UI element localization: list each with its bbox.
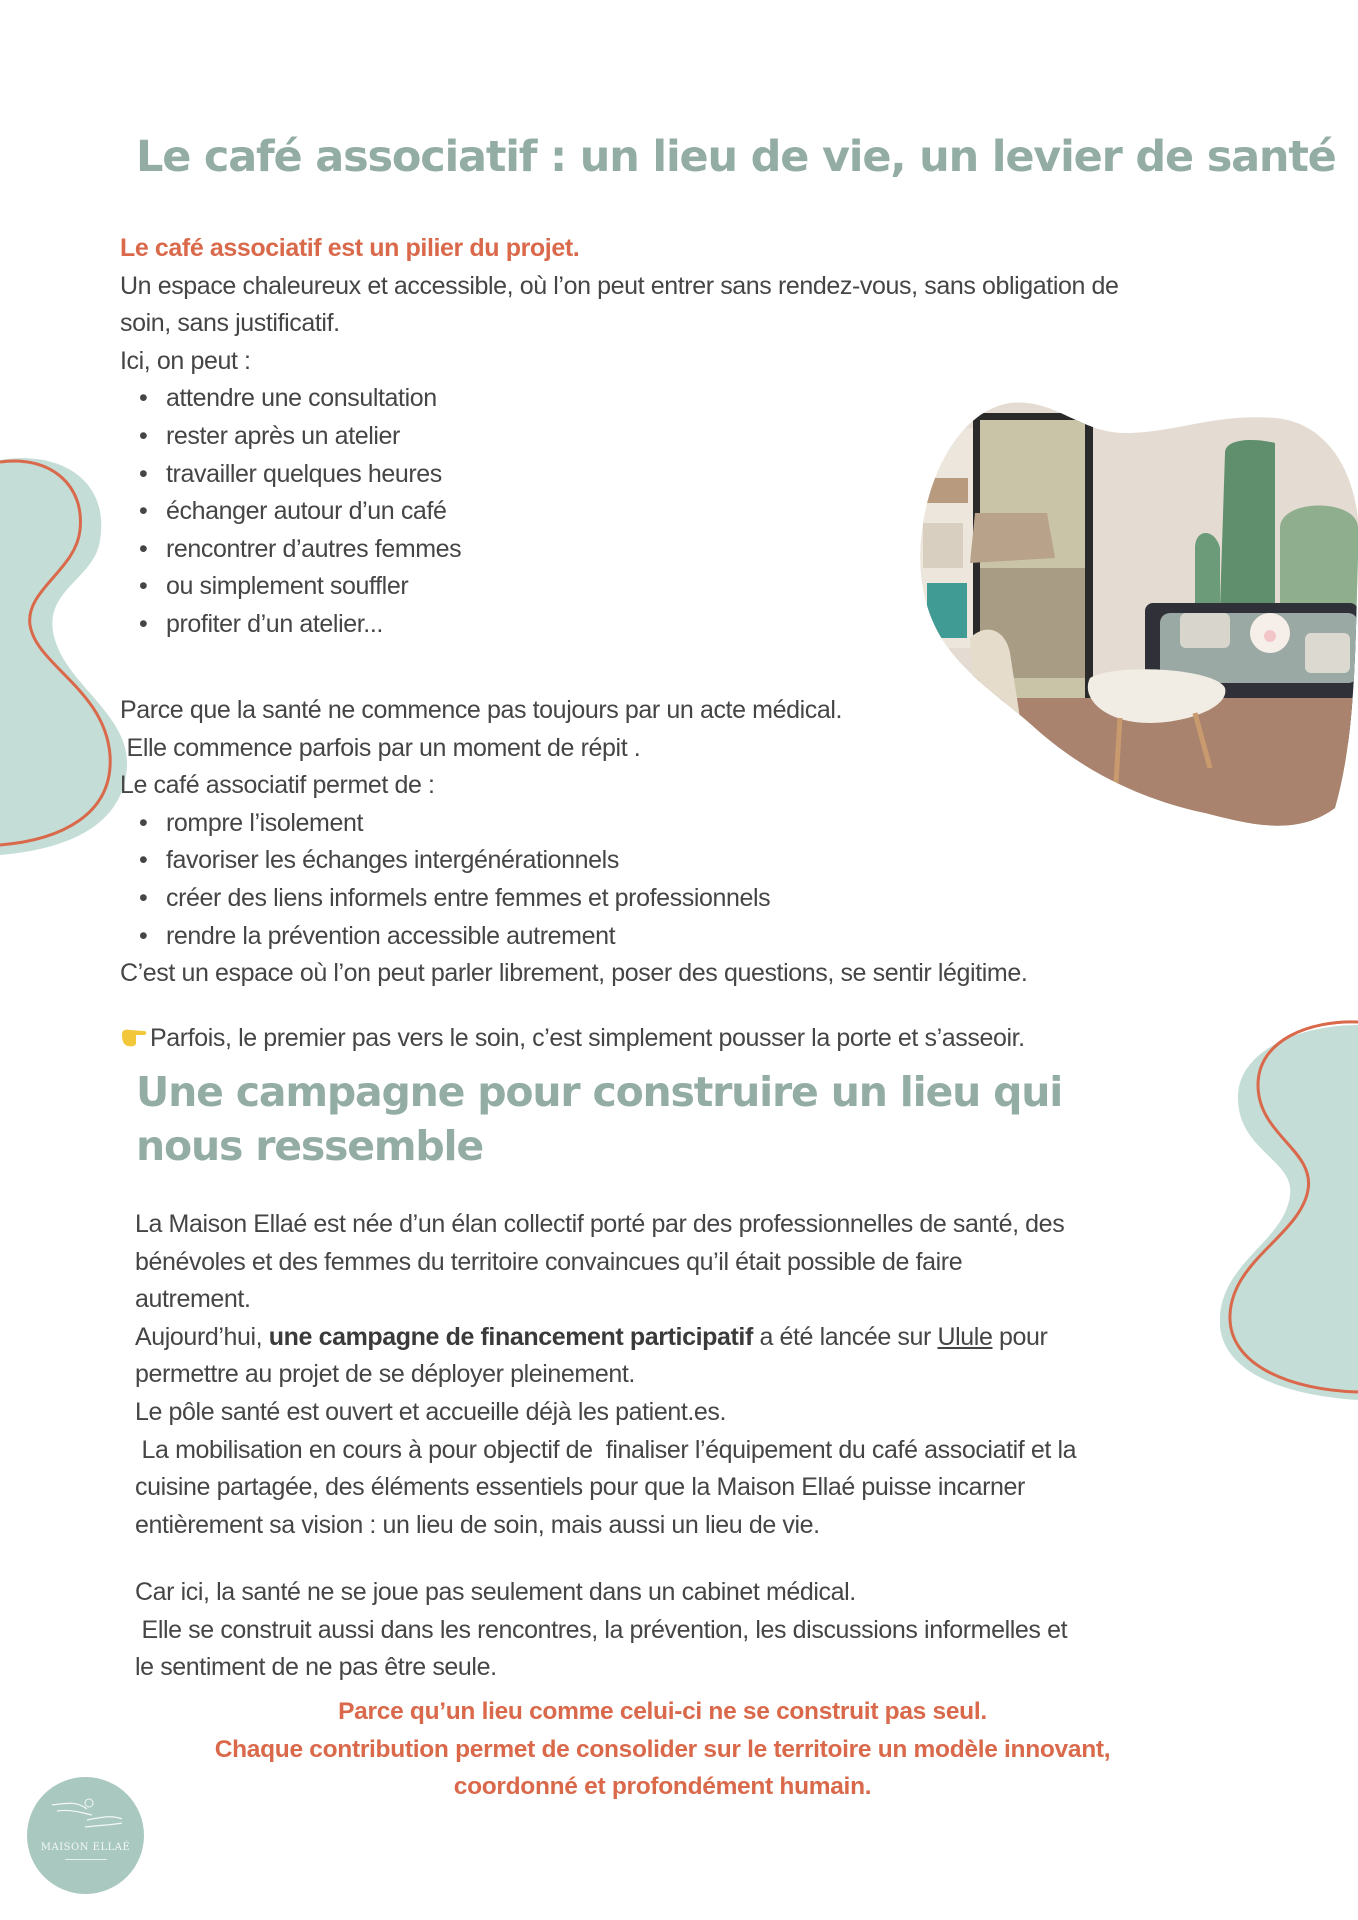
paragraph: Car ici, la santé ne se joue pas seulement dans un cabinet médical. — [135, 1578, 856, 1606]
paragraph: bénévoles et des femmes du territoire convaincues qu’il était possible de faire — [135, 1247, 963, 1276]
benefits-list — [120, 805, 1027, 955]
paragraph: La mobilisation en cours à pour objectif de finaliser l’équipement du café associatif et la — [135, 1435, 1077, 1464]
list-item: • rencontrer d’autres femmes — [166, 531, 1119, 569]
list-intro: Le café associatif permet de : — [120, 771, 435, 800]
list-item: • travailler quelques heures — [166, 456, 1119, 494]
health-text — [135, 1574, 1067, 1687]
text: a été lancée sur — [752, 1322, 938, 1351]
paragraph: Elle commence parfois par un moment de répit . — [120, 733, 641, 762]
closing-statement — [120, 1693, 1205, 1806]
lead-text: Le café associatif est un pilier du projet. — [120, 234, 580, 262]
section-title: Une campagne pour construire un lieu qui nous ressemble — [136, 1068, 1063, 1170]
activities-list — [120, 380, 1119, 643]
bold-text: une campagne de financement participatif — [268, 1322, 753, 1351]
pointing-hand-icon — [120, 1026, 148, 1048]
text: Aujourd’hui, — [135, 1322, 269, 1351]
paragraph: La Maison Ellaé est née d’un élan collectif porté par des professionnelles de santé, des — [135, 1210, 1065, 1238]
intro-line-2: soin, sans justificatif. — [120, 309, 340, 338]
cafe-benefits — [120, 692, 1027, 993]
decorative-blob-right — [1220, 1010, 1358, 1410]
cafe-intro — [120, 230, 1119, 644]
logo-text: MAISON ELLAÉ — [40, 1842, 131, 1853]
tip — [120, 1020, 1025, 1058]
paragraph: entièrement sa vision : un lieu de soin, mais aussi un lieu de vie. — [135, 1510, 820, 1539]
paragraph: autrement. — [135, 1285, 251, 1314]
ulule-link[interactable]: Ulule — [937, 1322, 993, 1351]
paragraph: Parce que la santé ne commence pas toujours par un acte médical. — [120, 696, 843, 724]
paragraph: Elle se construit aussi dans les rencontres, la prévention, les discussions informelles et — [135, 1615, 1068, 1644]
paragraph: cuisine partagée, des éléments essentiels pour que la Maison Ellaé puisse incarner — [135, 1473, 1025, 1502]
hands-illustration-icon — [47, 1795, 127, 1835]
maison-ellae-logo — [27, 1777, 144, 1894]
list-item: • rester après un atelier — [166, 418, 1119, 456]
paragraph: le sentiment de ne pas être seule. — [135, 1653, 497, 1682]
list-item: • créer des liens informels entre femmes et professionnels — [166, 880, 1027, 918]
conclusion: C’est un espace où l’on peut parler librement, poser des questions, se sentir légitime. — [120, 959, 1028, 988]
page-title: Le café associatif : un lieu de vie, un levier de santé — [136, 132, 1336, 182]
list-item: • attendre une consultation — [166, 380, 1119, 418]
campaign-text — [135, 1206, 1076, 1544]
intro-line-1: Un espace chaleureux et accessible, où l’on peut entrer sans rendez-vous, sans obligation de — [120, 271, 1119, 300]
list-item: • favoriser les échanges intergénérationnels — [166, 842, 1027, 880]
list-item: • ou simplement souffler — [166, 568, 1119, 606]
list-item: • rendre la prévention accessible autrement — [166, 918, 1027, 956]
list-intro: Ici, on peut : — [120, 346, 251, 375]
list-item: • échanger autour d’un café — [166, 493, 1119, 531]
tip-text: Parfois, le premier pas vers le soin, c’est simplement pousser la porte et s’asseoir. — [150, 1024, 1025, 1052]
closing-line: Parce qu’un lieu comme celui-ci ne se construit pas seul. — [338, 1698, 987, 1725]
list-item: • profiter d’un atelier... — [166, 606, 1119, 644]
closing-line: Chaque contribution permet de consolider sur le territoire un modèle innovant, — [214, 1735, 1111, 1763]
text: pour — [992, 1322, 1048, 1351]
paragraph — [135, 1319, 1076, 1357]
list-item: • rompre l’isolement — [166, 805, 1027, 843]
closing-line: coordonné et profondément humain. — [453, 1773, 872, 1800]
logo-tagline-line — [65, 1859, 107, 1860]
paragraph: Le pôle santé est ouvert et accueille déjà les patient.es. — [135, 1397, 727, 1426]
decorative-blob-left — [0, 440, 140, 860]
paragraph: permettre au projet de se déployer pleinement. — [135, 1360, 635, 1389]
